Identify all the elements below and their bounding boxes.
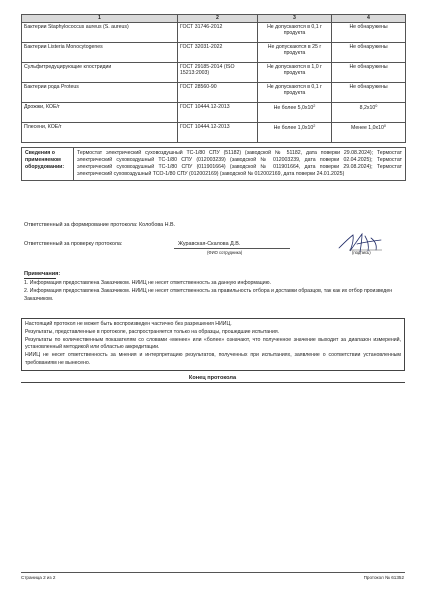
check-name: Журавская-Скалова Д.В. — [178, 241, 241, 247]
method-cell: ГОСТ 29185-2014 (ISO 15213:2003) — [178, 62, 258, 82]
formation-name: Колобова Н.В. — [139, 222, 176, 228]
disclaimer-line: Результаты по количественным показателям со словами «менее» или «более» означают, что полученное значение выходит за диапазон измерений, установленный методикой или областью аккредитации. — [25, 336, 401, 351]
table-row — [22, 22, 406, 42]
end-of-protocol: Конец протокола — [188, 375, 237, 381]
norm-cell — [258, 102, 332, 122]
method-cell: ГОСТ 10444.12-2013 — [178, 102, 258, 122]
notes-title: Примечания: — [24, 271, 61, 277]
table-row — [22, 62, 406, 82]
indicator-cell: Бактерии Staphylococcus aureus (S. aureus) — [22, 22, 178, 42]
indicator-cell: Плесени, КОЕ/г — [22, 122, 178, 142]
table-header-row — [22, 15, 406, 23]
notes-title-underline — [24, 278, 56, 279]
table-row — [22, 102, 406, 122]
result-cell: Не обнаружены — [332, 82, 406, 102]
col-header: 4 — [332, 15, 406, 23]
table-row — [22, 122, 406, 142]
page-number: Страница 2 из 2 — [21, 575, 56, 580]
indicator-cell: Дрожжи, КОЕ/г — [22, 102, 178, 122]
indicator-cell: Бактерии Listeria Monocytogenes — [22, 42, 178, 62]
result-cell: Не обнаружены — [332, 42, 406, 62]
method-cell: ГОСТ 10444.12-2013 — [178, 122, 258, 142]
method-cell: ГОСТ 32031-2022 — [178, 42, 258, 62]
disclaimer-line: НИИЦ не несет ответственность за мнения и интерпретацию результатов, полученных при испытаниях, заявление о соответствии установленным требованиям не вынесено. — [25, 352, 401, 366]
footer-divider — [21, 572, 405, 573]
norm-exponent: 2 — [313, 103, 316, 108]
col-header: 1 — [22, 15, 178, 23]
indicator-cell: Сульфитредуцирующие клостридии — [22, 62, 178, 82]
disclaimer-line: Результаты, представленные в протоколе, распространяется только на образцы, прошедшие испытания. — [25, 328, 280, 335]
note-item: 1. Информация предоставлена Заказчиком. НИИЦ не несет ответственность за данную информацию. — [24, 280, 272, 286]
result-exponent: 0 — [383, 123, 387, 128]
formation-responsible — [24, 222, 175, 228]
results-table — [21, 14, 406, 143]
norm-value: Не более 5,0x10 — [273, 104, 314, 111]
norm-cell: Не допускаются в 0,1 г продукта — [258, 82, 332, 102]
result-value: Менее 1,0x10 — [350, 124, 384, 131]
equipment-label: Сведения о применяемом оборудовании: — [22, 148, 74, 181]
table-row — [22, 42, 406, 62]
norm-cell: Не допускаются в 1,0 г продукта — [258, 62, 332, 82]
col-header: 2 — [178, 15, 258, 23]
formation-label: Ответственный за формирование протокола: — [24, 222, 138, 228]
result-cell: Не обнаружены — [332, 22, 406, 42]
check-label: Ответственный за проверку протокола: — [24, 241, 123, 247]
norm-cell — [258, 122, 332, 142]
name-underline — [174, 248, 290, 249]
end-divider — [21, 382, 405, 383]
method-cell: ГОСТ 28560-90 — [178, 82, 258, 102]
table-row — [22, 82, 406, 102]
norm-cell: Не допускаются в 0,1 г продукта — [258, 22, 332, 42]
result-value: 8,2x10 — [359, 104, 376, 111]
fio-caption: (ФИО сотрудника) — [207, 250, 243, 255]
result-exponent: 0 — [375, 103, 378, 108]
note-item: 2. Информация предоставлена Заказчиком. НИИЦ не несет ответственность за правильность отбора и доставки образцов, так как их отбор произведен Заказчиком. — [24, 287, 393, 302]
notes-list — [24, 280, 404, 303]
result-cell: Не обнаружены — [332, 62, 406, 82]
norm-value: Не более 1,0x10 — [273, 124, 314, 131]
indicator-cell: Бактерии рода Proteus — [22, 82, 178, 102]
equipment-text: Термостат электрический суховоздушный ТС-1/80 СПУ (51182) (заводской № 51182, дата поверки 29.08.2024); Термостат электрический суховоздушный ТС-1/80 СПУ (012003239) (заводской № 012003239, дата поверки 02.04.2025); Термостат электрический суховоздушный ТС-1/80 СПУ (011901664) (заводской № 011901664, дата поверки 29.08.2024); Термостат электрический суховоздушный ТСО-1/80 СПУ (012002169) (заводской № 012002169, дата поверки 24.01.2025) — [74, 148, 406, 181]
equipment-table — [21, 147, 406, 181]
disclaimer-line: Настоящий протокол не может быть воспроизведен частично без разрешения НИИЦ. — [25, 321, 232, 327]
norm-exponent: 2 — [313, 123, 316, 128]
result-cell — [332, 122, 406, 142]
disclaimer-box — [21, 318, 405, 371]
signature-caption: (подпись) — [352, 250, 371, 255]
col-header: 3 — [258, 15, 332, 23]
norm-cell: Не допускаются в 25 г продукта — [258, 42, 332, 62]
result-cell — [332, 102, 406, 122]
method-cell: ГОСТ 31746-2012 — [178, 22, 258, 42]
protocol-number: Протокол № 61352 — [363, 575, 404, 580]
